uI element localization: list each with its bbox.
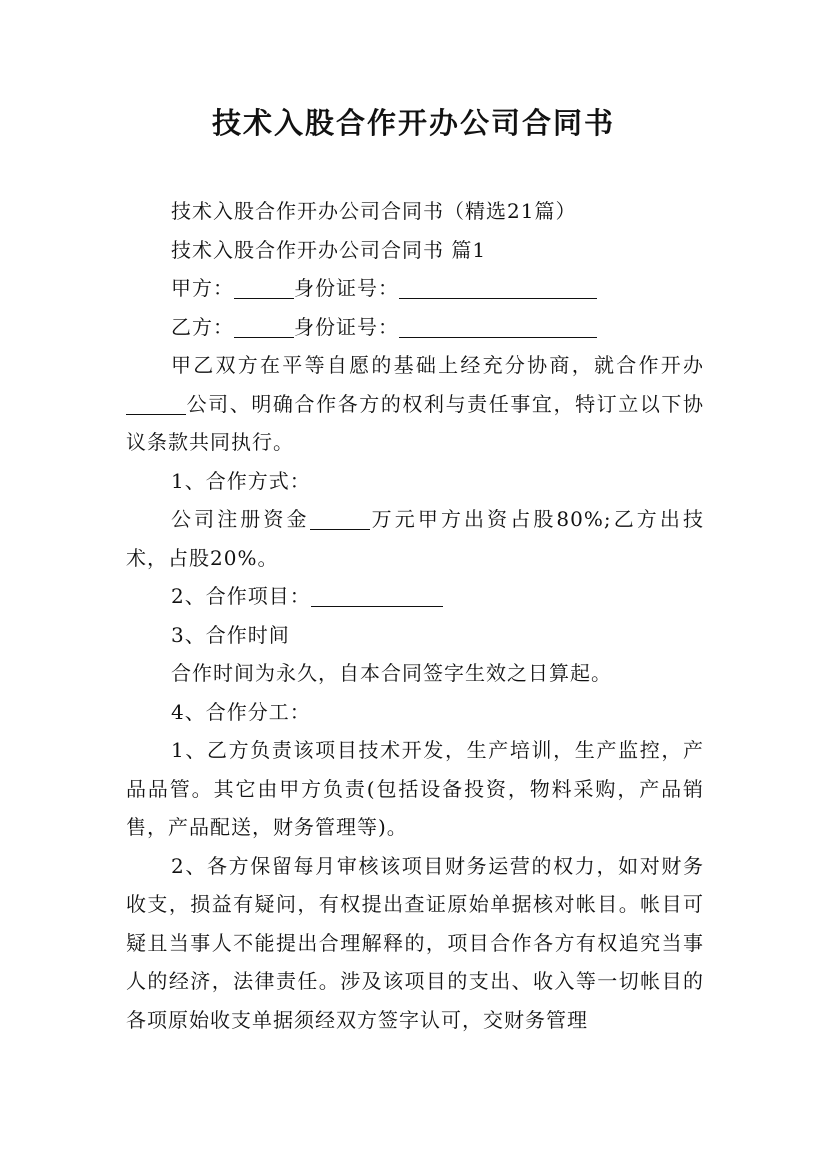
party-a-id-blank xyxy=(399,276,597,299)
party-a-name-blank xyxy=(234,276,294,299)
clause4-item1: 1、乙方负责该项目技术开发，生产培训，生产监控，产品品管。其它由甲方负责(包括设备投资，物料采购，产品销售，产品配送，财务管理等)。 xyxy=(126,738,704,839)
clause3-heading: 3、合作时间 xyxy=(171,622,290,647)
party-b-name-blank xyxy=(234,315,294,338)
clause2-heading: 2、合作项目： xyxy=(171,584,311,608)
document-title: 技术入股合作开办公司合同书 xyxy=(211,106,615,140)
party-b-id-blank xyxy=(399,315,597,338)
clause2-line xyxy=(126,577,704,616)
document-body xyxy=(126,192,704,1039)
clause1-text-a: 公司注册资金 xyxy=(171,507,310,531)
clause3-text: 合作时间为永久，自本合同签字生效之日算起。 xyxy=(171,661,612,685)
clause4-heading: 4、合作分工： xyxy=(171,699,311,724)
party-a-line xyxy=(126,269,704,308)
intro-part2: 公司、明确合作各方的权利与责任事宜，特订立以下协议条款共同执行。 xyxy=(126,391,704,454)
clause1-heading: 1、合作方式： xyxy=(171,468,311,493)
party-a-id-label: 身份证号： xyxy=(294,276,399,300)
clause4-item2: 2、各方保留每月审核该项目财务运营的权力，如对财务收支，损益有疑问，有权提出查证原始单据核对帐目。帐目可疑且当事人不能提出合理解释的，项目合作各方有权追究当事人的经济，法律责任。涉及该项目的支出、收入等一切帐目的各项原始收支单据须经双方签字认可，交财务管理 xyxy=(126,853,704,1032)
project-blank xyxy=(311,584,443,607)
party-b-id-label: 身份证号： xyxy=(294,314,399,339)
clause1-paragraph xyxy=(126,500,704,577)
party-b-line xyxy=(126,308,704,347)
company-name-blank xyxy=(126,392,186,415)
intro-part1: 甲乙双方在平等自愿的基础上经充分协商，就合作开办 xyxy=(171,353,704,377)
party-b-label: 乙方： xyxy=(171,314,234,339)
subtitle: 技术入股合作开办公司合同书（精选21篇） xyxy=(171,199,577,223)
section-heading: 技术入股合作开办公司合同书 篇1 xyxy=(171,237,487,262)
clause1-text-b: 万元甲方出资占股80%;乙方出技术，占股20%。 xyxy=(126,507,704,570)
intro-paragraph xyxy=(126,346,704,462)
capital-blank xyxy=(310,507,370,530)
party-a-label: 甲方： xyxy=(171,276,234,300)
